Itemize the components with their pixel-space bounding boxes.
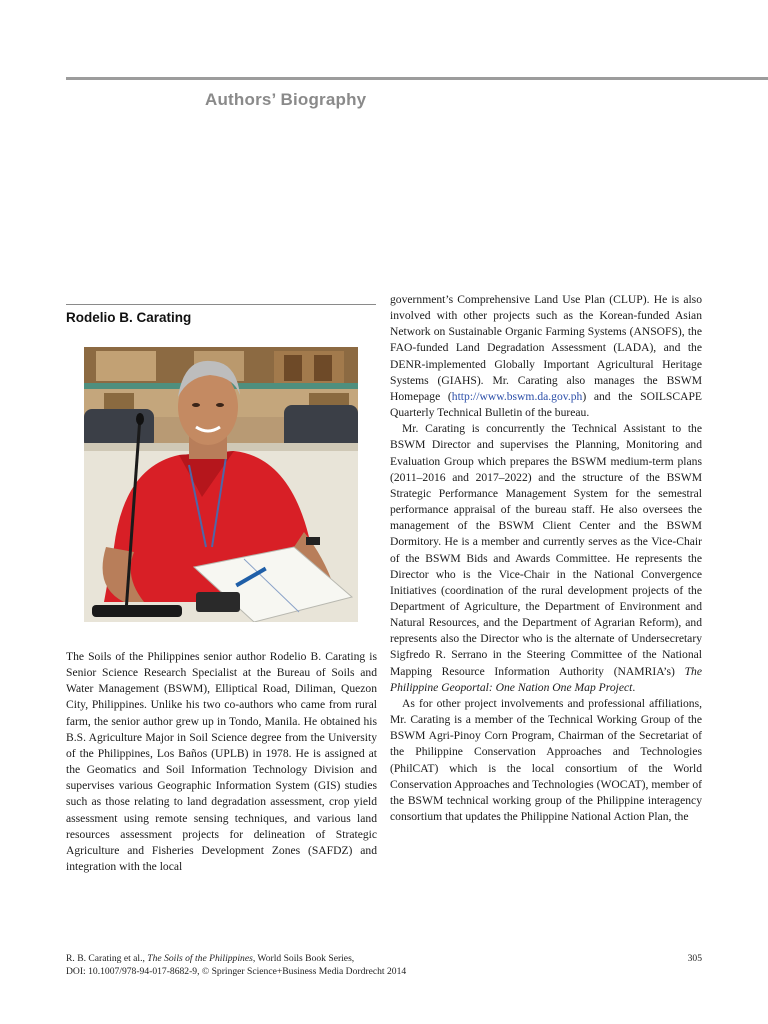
paragraph-3-end: . xyxy=(632,680,636,694)
citation-prefix: R. B. Carating et al., xyxy=(66,953,148,964)
paragraph-3-text: Mr. Carating is concurrently the Technical Assistant to the BSWM Director and supervises the Planning, Monitoring and Evaluation Group which prepares the BSWM medium-term plans (2011–2016 and 2017–2022) and the structure of the BSWM Strategic Performance Management System for the semestral performance appraisal of the bureau staff. He also oversees the management of the BSWM Client Center and the BSWM Dormitory. He is a member and currently serves as the Vice-Chair of the BSWM Bids and Awards Committee. He represents the Director who is the Vice-Chair in the National Convergence Initiatives (coordination of the rural development projects of the Department of Agriculture, the Department of Environment and Natural Resources, and the Department of Agrarian Reform), and represents also the Director who is the alternate of Undersecretary Sigfredo R. Serrano in the Steering Committee of the National Mapping Resource Information Authority (NAMRIA’s) xyxy=(390,422,702,678)
bswm-homepage-link[interactable]: http://www.bswm.da.gov.ph xyxy=(451,389,583,403)
paragraph-2-end: ) and the SOILSCAPE Quarterly Technical Bulletin of the bureau. xyxy=(390,389,702,420)
section-title: Authors’ Biography xyxy=(205,90,367,109)
bio-paragraph-2 xyxy=(390,292,702,421)
page-number: 305 xyxy=(687,953,702,964)
author-name: Rodelio B. Carating xyxy=(66,310,192,325)
bio-paragraph-4: As for other project involvements and professional affiliations, Mr. Carating is a member of the Technical Working Group of the BSWM Agri-Pinoy Corn Program, Chairman of the Secretariat of the Philippine Conservation Approaches and Technologies (PhilCAT) which is the local consortium of the World Conservation Approaches and Technologies (WOCAT), member of the BSWM technical working group of the Philippine interagency consortium that updates the Philippine National Action Plan, the xyxy=(390,696,702,823)
doi-line: DOI: 10.1007/978-94-017-8682-9, © Springer Science+Business Media Dordrecht 2014 xyxy=(66,966,407,977)
citation-suffix: , World Soils Book Series, xyxy=(252,953,355,964)
paragraph-2-text: government’s Comprehensive Land Use Plan (CLUP). He is also involved with other projects such as the Korean-funded Asian Network on Sustainable Organic Farming Systems (ANSOFS), the FAO-funded Land Degradation Assessment (LADA), and the DENR-implemented Globally Important Agricultural Heritage Systems (GIAHS). Mr. Carating also manages the BSWM Homepage ( xyxy=(390,293,702,403)
geoportal-project-title: The Philippine Geoportal: One Nation One Map Project xyxy=(390,664,702,694)
book-title: The Soils of the Philippines xyxy=(147,953,253,964)
citation-line xyxy=(66,952,702,965)
author-photo xyxy=(84,347,358,622)
left-column xyxy=(66,649,377,875)
author-rule xyxy=(66,304,376,305)
page-footer xyxy=(66,952,702,978)
bio-paragraph-1: The Soils of the Philippines senior author Rodelio B. Carating is Senior Science Research Specialist at the Bureau of Soils and Water Management (BSWM), Elliptical Road, Diliman, Quezon City, Philippines. Unlike his two co-authors who came from rural farm, the senior author grew up in Tondo, Manila. He obtained his B.S. Agriculture Major in Soil Science degree from the University of the Philippines, Los Baños (UPLB) in 1978. He is assigned at the Geomatics and Soil Information Technology Division and supervises various Geographic Information System (GIS) studies such as those relating to land degradation assessment, crop yield assessment using remote sensing techniques, and various land resources assessment projects for delineation of Strategic Agriculture and Fisheries Development Zones (SAFDZ) and integration with the local xyxy=(66,650,377,874)
right-column xyxy=(390,292,702,825)
bio-paragraph-3 xyxy=(390,421,702,696)
top-rule xyxy=(66,77,768,80)
